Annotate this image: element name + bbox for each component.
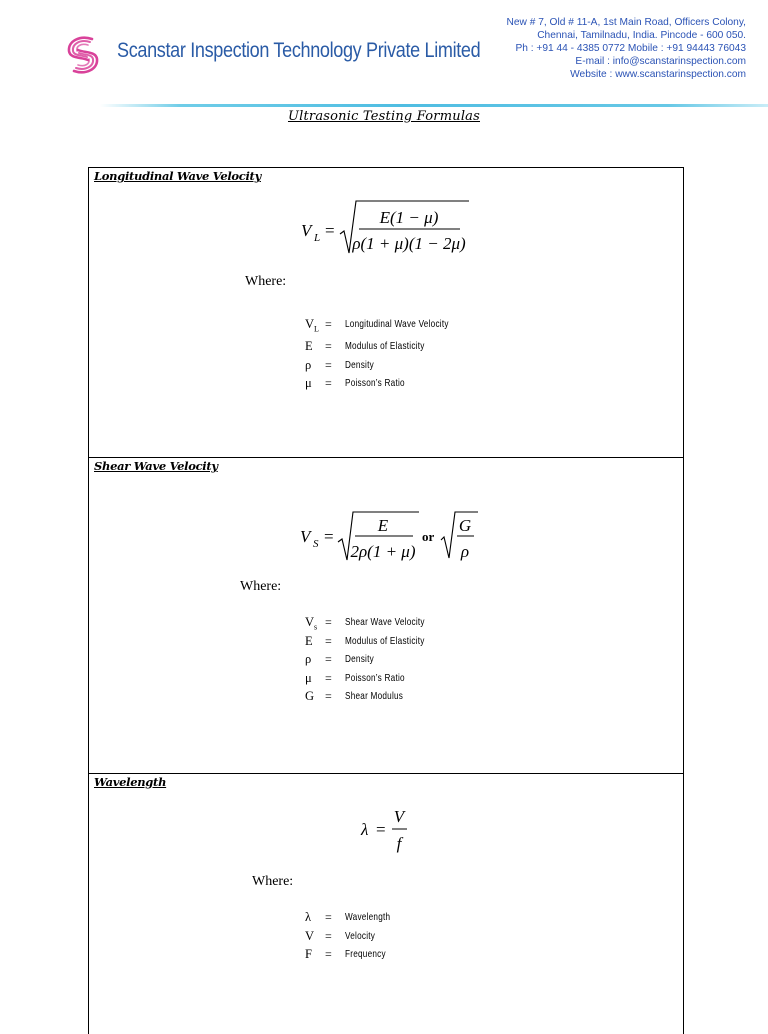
formula-equals: = bbox=[325, 221, 335, 240]
legend-symbol: λ bbox=[305, 910, 312, 924]
formula-lhs: V bbox=[300, 527, 311, 546]
website-line: Website : www.scanstarinspection.com bbox=[570, 68, 746, 80]
legend-description: Poisson’s Ratio bbox=[345, 671, 405, 684]
section-title: Shear Wave Velocity bbox=[94, 459, 218, 473]
legend-symbol: V bbox=[305, 317, 315, 331]
legend-equals: = bbox=[325, 910, 332, 924]
legend-equals: = bbox=[325, 928, 332, 943]
legend-equals: = bbox=[325, 652, 332, 666]
formula-equals: = bbox=[324, 527, 334, 546]
legend-symbol: E bbox=[305, 339, 313, 353]
formula-numerator: E bbox=[377, 516, 389, 535]
formula-lhs: λ bbox=[361, 820, 369, 839]
formula-equals: = bbox=[376, 820, 386, 839]
email-line: E-mail : info@scanstarinspection.com bbox=[575, 55, 746, 67]
legend-equals: = bbox=[325, 339, 332, 353]
legend-equals: = bbox=[325, 947, 332, 961]
section-longitudinal-wave-velocity bbox=[88, 167, 684, 457]
section-title: Longitudinal Wave Velocity bbox=[94, 169, 261, 183]
where-label: Where: bbox=[252, 874, 294, 889]
legend-symbol: F bbox=[305, 947, 312, 961]
company-logo-icon bbox=[62, 33, 104, 77]
formula-lhs-sub: S bbox=[313, 538, 319, 550]
legend-symbol: V bbox=[305, 928, 315, 943]
legend-equals: = bbox=[325, 689, 332, 703]
legend-equals: = bbox=[325, 376, 332, 390]
legend-description: Modulus of Elasticity bbox=[345, 634, 425, 647]
legend-description: Shear Modulus bbox=[345, 690, 404, 702]
formula-numerator: E(1 − μ) bbox=[379, 208, 439, 227]
legend-symbol: G bbox=[305, 689, 315, 703]
document-title: Ultrasonic Testing Formulas bbox=[287, 109, 480, 124]
section-title: Wavelength bbox=[94, 775, 167, 789]
formula-lhs: V bbox=[301, 221, 312, 240]
legend-symbol: ρ bbox=[305, 357, 312, 372]
formula-denominator: ρ bbox=[460, 542, 470, 561]
formula-denominator: f bbox=[396, 834, 402, 853]
legend-equals: = bbox=[325, 615, 332, 629]
header-divider bbox=[100, 104, 768, 107]
legend-description: Wavelength bbox=[345, 911, 391, 923]
formula-denominator: 2ρ(1 + μ) bbox=[350, 542, 416, 561]
longitudinal-velocity-formula bbox=[295, 196, 485, 260]
section-wavelength bbox=[88, 773, 684, 1034]
address-line-2: Chennai, Tamilnadu, India. Pincode - 600 050. bbox=[537, 29, 746, 41]
formula-numerator: G bbox=[458, 516, 472, 535]
legend-symbol: V bbox=[305, 615, 315, 629]
legend-equals: = bbox=[325, 633, 332, 648]
legend-symbol: μ bbox=[305, 376, 312, 390]
legend-symbol: ρ bbox=[305, 652, 312, 666]
legend-symbol: μ bbox=[305, 670, 312, 685]
where-label: Where: bbox=[240, 579, 282, 594]
formula-lhs-sub: L bbox=[314, 232, 321, 244]
where-label: Where: bbox=[245, 274, 287, 289]
formula-numerator: V bbox=[393, 807, 405, 826]
shear-velocity-formula bbox=[294, 506, 484, 570]
legend-description: Longitudinal Wave Velocity bbox=[345, 318, 449, 330]
legend-subscript: L bbox=[314, 324, 319, 334]
legend-description: Density bbox=[345, 358, 374, 371]
legend-description: Shear Wave Velocity bbox=[345, 616, 425, 628]
legend-equals: = bbox=[325, 317, 332, 331]
section-shear-wave-velocity bbox=[88, 457, 684, 773]
legend-equals: = bbox=[325, 670, 332, 685]
legend-subscript: s bbox=[314, 622, 318, 632]
legend-description: Modulus of Elasticity bbox=[345, 340, 425, 352]
legend-description: Velocity bbox=[345, 929, 376, 942]
wavelength-formula bbox=[357, 806, 417, 860]
formula-or: or bbox=[422, 529, 435, 544]
phone-line: Ph : +91 44 - 4385 0772 Mobile : +91 94443 76043 bbox=[515, 42, 746, 54]
company-address bbox=[506, 17, 746, 82]
formula-denominator: ρ(1 + μ)(1 − 2μ) bbox=[352, 234, 466, 253]
legend-symbol: E bbox=[305, 633, 313, 648]
legend-equals: = bbox=[325, 357, 332, 372]
address-line-1: New # 7, Old # 11-A, 1st Main Road, Officers Colony, bbox=[506, 17, 746, 28]
company-name: Scanstar Inspection Technology Private Limited bbox=[117, 39, 481, 62]
legend-description: Frequency bbox=[345, 948, 386, 960]
legend-description: Poisson’s Ratio bbox=[345, 377, 405, 389]
legend-description: Density bbox=[345, 653, 374, 665]
